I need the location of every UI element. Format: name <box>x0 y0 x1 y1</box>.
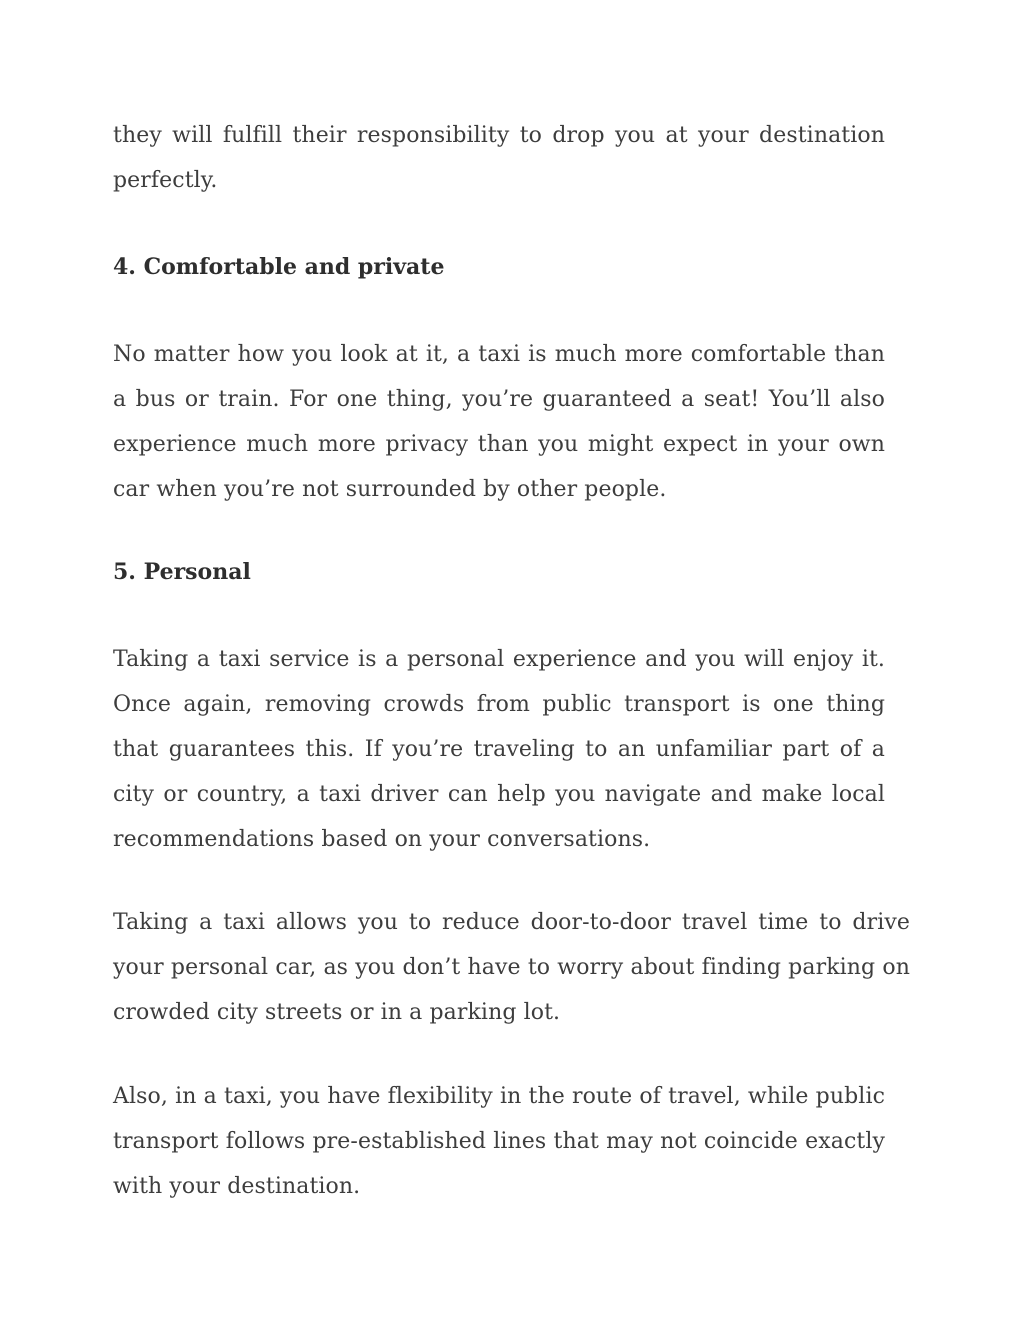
paragraph-route-flexibility: Also, in a taxi, you have flexibility in the route of travel, while public transport follows pre-established lines that may not coincide exactly with your destination. <box>113 1084 885 1199</box>
heading-personal: 5. Personal <box>113 559 251 585</box>
heading-comfortable-and-private: 4. Comfortable and private <box>113 254 445 280</box>
paragraph-comfortable: No matter how you look at it, a taxi is much more comfortable than a bus or train. For one thing, you’re guaranteed a seat! You’ll also experience much more privacy than you might expect in your own car when you’re not surrounded by other people. <box>113 342 885 502</box>
paragraph-personal-experience: Taking a taxi service is a personal experience and you will enjoy it. Once again, removing crowds from public transport is one thing that guarantees this. If you’re traveling to an unfamiliar part of a city or country, a taxi driver can help you navigate and make local recommendations based on your conversations. <box>113 647 885 852</box>
paragraph-travel-time: Taking a taxi allows you to reduce door-to-door travel time to drive your personal car, as you don’t have to worry about finding parking on crowded city streets or in a parking lot. <box>113 910 910 1025</box>
paragraph-fulfill-responsibility: they will fulfill their responsibility to drop you at your destination perfectly. <box>113 123 885 193</box>
